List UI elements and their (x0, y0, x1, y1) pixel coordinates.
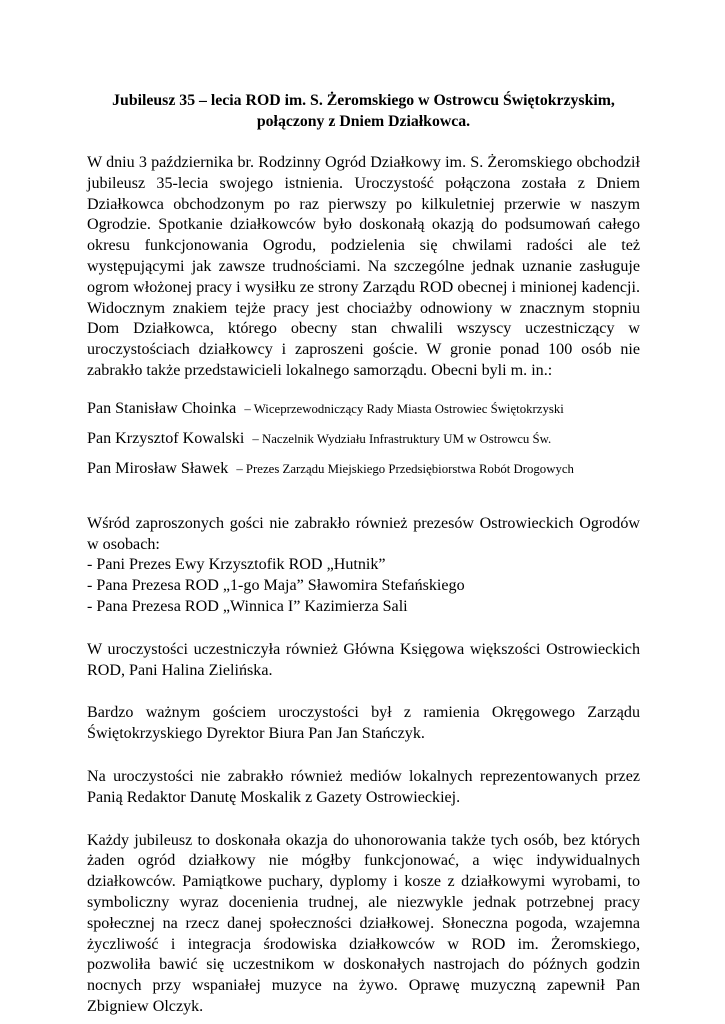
official-line (87, 399, 640, 419)
official-name: Pan Mirosław Sławek (87, 459, 229, 477)
guest-item: - Pani Prezes Ewy Krzysztofik ROD „Hutnik” (87, 556, 386, 574)
official-role: – Naczelnik Wydziału Infrastruktury UM w Ostrowcu Św. (252, 431, 552, 446)
guest-item: - Pana Prezesa ROD „1-go Maja” Sławomira Stefańskiego (87, 577, 465, 595)
document-page (87, 90, 640, 1018)
accountant-paragraph: W uroczystości uczestniczyła również Główna Księgowa większości Ostrowieckich ROD, Pani Halina Zielińska. (87, 640, 640, 679)
official-line (87, 429, 640, 449)
guest-item: - Pana Prezesa ROD „Winnica I” Kazimierza Sali (87, 597, 408, 615)
official-role: – Prezes Zarządu Miejskiego Przedsiębiorstwa Robót Drogowych (236, 461, 574, 476)
media-paragraph: Na uroczystości nie zabrakło również mediów lokalnych reprezentowanych przez Panią Redaktor Danutę Moskalik z Gazety Ostrowieckiej. (87, 767, 640, 806)
official-line (87, 459, 640, 479)
guests-intro: Wśród zaproszonych gości nie zabrakło również prezesów Ostrowieckich Ogrodów w osobach: (87, 514, 640, 553)
title-line-1: Jubileusz 35 – lecia ROD im. S. Żeromskiego w Ostrowcu Świętokrzyskim, (112, 92, 615, 109)
intro-paragraph: W dniu 3 października br. Rodzinny Ogród Działkowy im. S. Żeromskiego obchodził jubileusz 35-lecia swojego istnienia. Uroczystość połączona została z Dniem Działkowca obchodzonym po raz pierwszy po kilkuletniej przerwie w naszym Ogrodzie. Spotkanie działkowców było doskonałą okazją do podsumowań całego okresu funkcjonowania Ogrodu, podzielenia się chwilami radości ale też występującymi jak zawsze trudnościami. Na szczególne jednak uznanie zasługuje ogrom włożonej pracy i wysiłku ze strony Zarządu ROD obecnej i minionej kadencji. Widocznym znakiem tejże pracy jest chociażby odnowiony w znacznym stopniu Dom Działkowca, którego obecny stan chwalili wszyscy uczestniczący w uroczystościach działkowcy i zaproszeni goście. W gronie ponad 100 osób nie zabrakło także przedstawicieli lokalnego samorządu. Obecni byli m. in.: (87, 154, 640, 379)
official-name: Pan Stanisław Choinka (87, 399, 237, 417)
title-line-2: połączony z Dniem Działkowca. (256, 113, 471, 130)
director-paragraph: Bardzo ważnym gościem uroczystości był z ramienia Okręgowego Zarządu Świętokrzyskiego Dyrektor Biura Pan Jan Stańczyk. (87, 704, 640, 743)
document-title (87, 90, 640, 132)
official-role: – Wiceprzewodniczący Rady Miasta Ostrowiec Świętokrzyski (244, 401, 564, 416)
closing-paragraph: Każdy jubileusz to doskonała okazja do uhonorowania także tych osób, bez których żaden ogród działkowy nie mógłby funkcjonować, a więc indywidualnych działkowców. Pamiątkowe puchary, dyplomy i kosze z działkowymi wyrobami, to symboliczny wyraz docenienia trudnej, ale niezwykle jednak potrzebnej pracy społecznej na rzecz danej społeczności działkowej. Słoneczna pogoda, wzajemna życzliwość i integracja środowiska działkowców w ROD im. Żeromskiego, pozwoliła bawić się uczestnikom w doskonałych nastrojach do późnych godzin nocnych przy wspaniałej muzyce na żywo. Oprawę muzyczną zapewnił Pan Zbigniew Olczyk. (87, 831, 640, 1015)
guests-section (87, 514, 640, 618)
official-name: Pan Krzysztof Kowalski (87, 429, 245, 447)
